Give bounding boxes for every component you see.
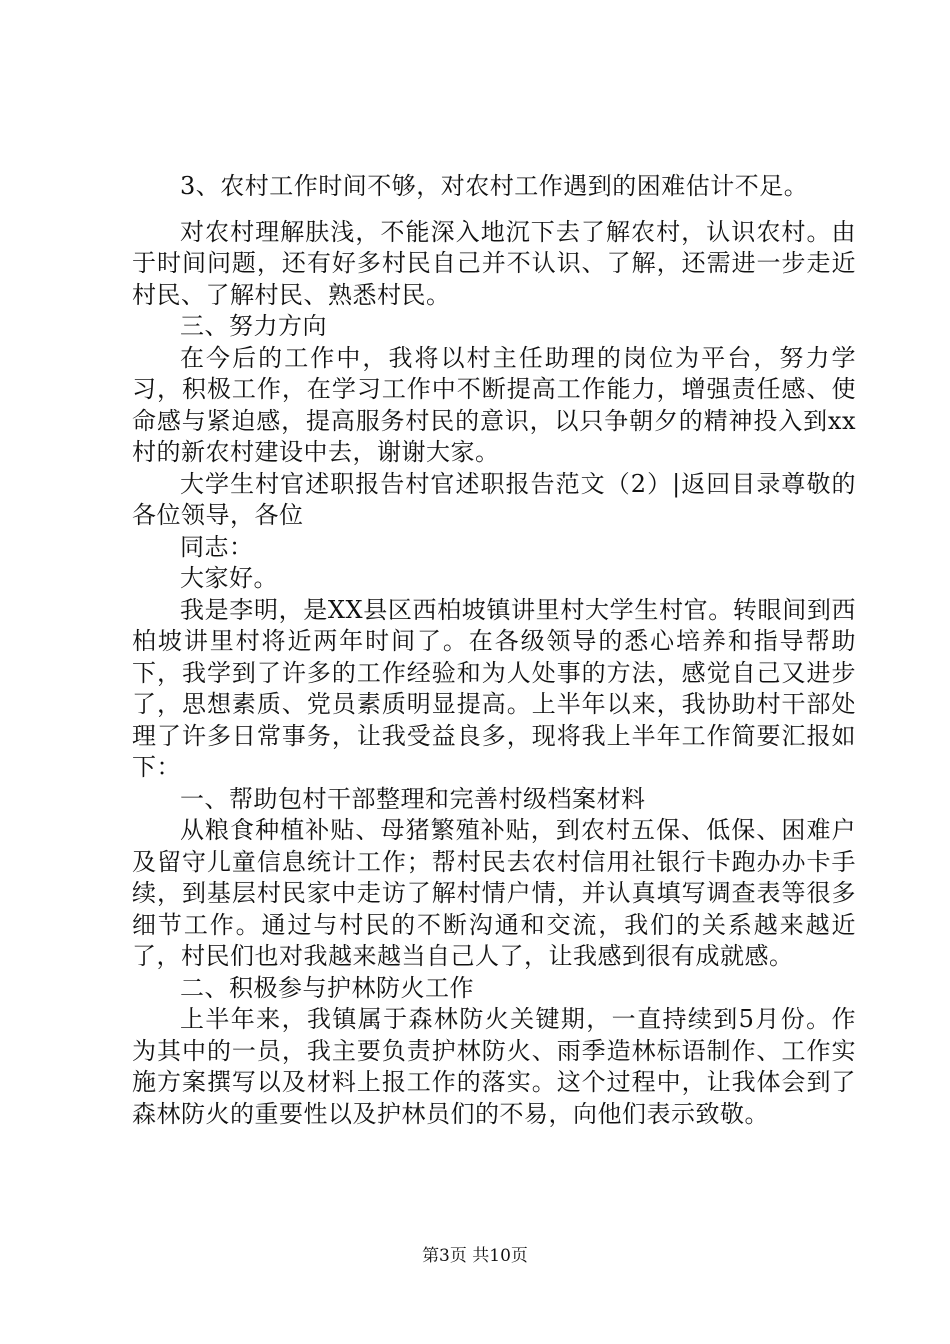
paragraph-future-work: 在今后的工作中，我将以村主任助理的岗位为平台，努力学习，积极工作，在学习工作中不断提高工作能力，增强责任感、使命感与紧迫感，提高服务村民的意识，以只争朝夕的精神投入到xx村的新农村建设中去，谢谢大家。 xyxy=(132,343,856,466)
paragraph-issue-3: 3、农村工作时间不够，对农村工作遇到的困难估计不足。 xyxy=(180,172,809,200)
paragraph-understanding: 对农村理解肤浅，不能深入地沉下去了解农村，认识农村。由于时间问题，还有好多村民自己并不认识、了解，还需进一步走近村民、了解村民、熟悉村民。 xyxy=(132,217,856,309)
paragraph-fire-prevention-details: 上半年来，我镇属于森林防火关键期，一直持续到5月份。作为其中的一员，我主要负责护林防火、雨季造林标语制作、工作实施方案撰写以及材料上报工作的落实。这个过程中，让我体会到了森林防火的重要性以及护林员们的不易，向他们表示致敬。 xyxy=(132,1005,856,1128)
paragraph-archive-details: 从粮食种植补贴、母猪繁殖补贴，到农村五保、低保、困难户及留守儿童信息统计工作；帮村民去农村信用社银行卡跑办办卡手续，到基层村民家中走访了解村情户情，并认真填写调查表等很多细节工作。通过与村民的不断沟通和交流，我们的关系越来越近了，村民们也对我越来越当自己人了，让我感到很有成就感。 xyxy=(132,816,856,970)
heading-fire-prevention: 二、积极参与护林防火工作 xyxy=(180,973,474,1002)
paragraph-greeting: 大家好。 xyxy=(180,564,278,592)
heading-direction: 三、努力方向 xyxy=(180,312,327,340)
paragraph-report-title: 大学生村官述职报告村官述职报告范文（2）|返回目录尊敬的各位领导，各位 xyxy=(132,469,856,529)
paragraph-introduction: 我是李明，是XX县区西柏坡镇讲里村大学生村官。转眼间到西柏坡讲里村将近两年时间了。在各级领导的悉心培养和指导帮助下，我学到了许多的工作经验和为人处事的方法，感觉自己又进步了，思想素质、党员素质明显提高。上半年以来，我协助村干部处理了许多日常事务，让我受益良多，现将我上半年工作简要汇报如下： xyxy=(132,595,856,781)
document-body xyxy=(132,171,856,1130)
paragraph-salutation: 同志： xyxy=(180,532,254,561)
heading-archive-work: 一、帮助包村干部整理和完善村级档案材料 xyxy=(180,784,646,813)
page-number-footer: 第3页 共10页 xyxy=(422,1246,528,1266)
